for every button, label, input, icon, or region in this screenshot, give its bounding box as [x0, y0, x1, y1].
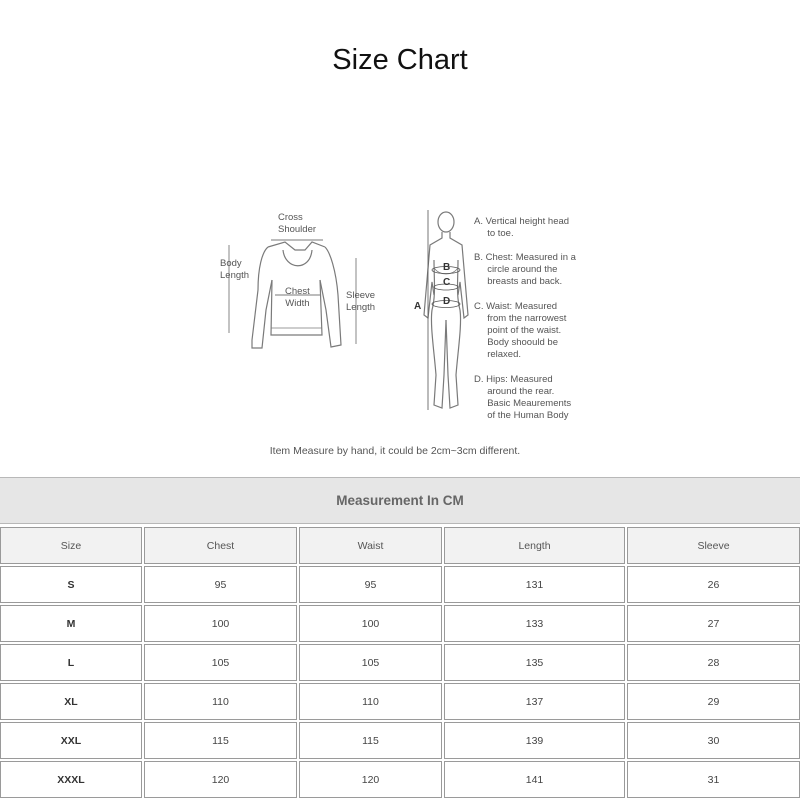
sleeve-length-label: Sleeve Length [346, 290, 376, 313]
table-cell: 110 [299, 683, 442, 720]
table-row [0, 566, 800, 604]
table-cell: 100 [299, 605, 442, 642]
table-header-row [0, 527, 800, 565]
table-cell: 95 [299, 566, 442, 603]
measure-note: Item Measure by hand, it could be 2cm~3cm different. [269, 445, 521, 457]
table-row [0, 683, 800, 721]
marker-d: D [443, 296, 451, 307]
table-cell: 131 [444, 566, 625, 603]
table-cell: 105 [144, 644, 297, 681]
chest-width-label: Chest Width [285, 286, 310, 309]
table-cell: 95 [144, 566, 297, 603]
table-header-cell: Waist [299, 527, 442, 564]
table-header-cell: Size [0, 527, 142, 564]
table-cell: 30 [627, 722, 800, 759]
table-cell: 141 [444, 761, 625, 798]
table-row [0, 605, 800, 643]
table-cell: 115 [144, 722, 297, 759]
measurement-illustration [0, 200, 800, 470]
table-cell: 120 [299, 761, 442, 798]
page-title: Size Chart [332, 44, 468, 76]
table-cell: 120 [144, 761, 297, 798]
table-cell: 27 [627, 605, 800, 642]
marker-a: A [414, 301, 422, 312]
table-cell: 135 [444, 644, 625, 681]
body-length-label: Body Length [220, 258, 250, 281]
table-cell: 133 [444, 605, 625, 642]
table-cell: 110 [144, 683, 297, 720]
table-cell: 137 [444, 683, 625, 720]
table-cell: XXL [0, 722, 142, 759]
table-header-cell: Chest [144, 527, 297, 564]
table-cell: 31 [627, 761, 800, 798]
table-cell: 26 [627, 566, 800, 603]
instruction-a: A. Vertical height head to toe. [474, 216, 570, 239]
table-cell: 115 [299, 722, 442, 759]
table-caption: Measurement In CM [0, 477, 800, 524]
instruction-b: B. Chest: Measured in a circle around the breasts and back. [474, 252, 576, 287]
table-cell: 29 [627, 683, 800, 720]
table-cell: M [0, 605, 142, 642]
table-header-cell: Sleeve [627, 527, 800, 564]
table-header-cell: Length [444, 527, 625, 564]
size-table [0, 477, 800, 800]
table-row [0, 761, 800, 799]
table-cell: 28 [627, 644, 800, 681]
instruction-c: C. Waist: Measured from the narrowest point of the waist. Body shoould be relaxed. [474, 301, 567, 360]
instruction-d: D. Hips: Measured around the rear. Basic Meaurements of the Human Body [474, 374, 572, 421]
table-cell: XXXL [0, 761, 142, 798]
marker-c: C [443, 277, 451, 288]
cross-shoulder-label: Cross Shoulder [278, 212, 317, 235]
body-figure [424, 212, 468, 408]
measurement-diagram-graphic [0, 200, 800, 470]
marker-b: B [443, 262, 451, 273]
table-cell: 100 [144, 605, 297, 642]
table-cell: 105 [299, 644, 442, 681]
table-cell: 139 [444, 722, 625, 759]
table-cell: XL [0, 683, 142, 720]
table-cell: S [0, 566, 142, 603]
table-cell: L [0, 644, 142, 681]
table-row [0, 722, 800, 760]
table-row [0, 644, 800, 682]
